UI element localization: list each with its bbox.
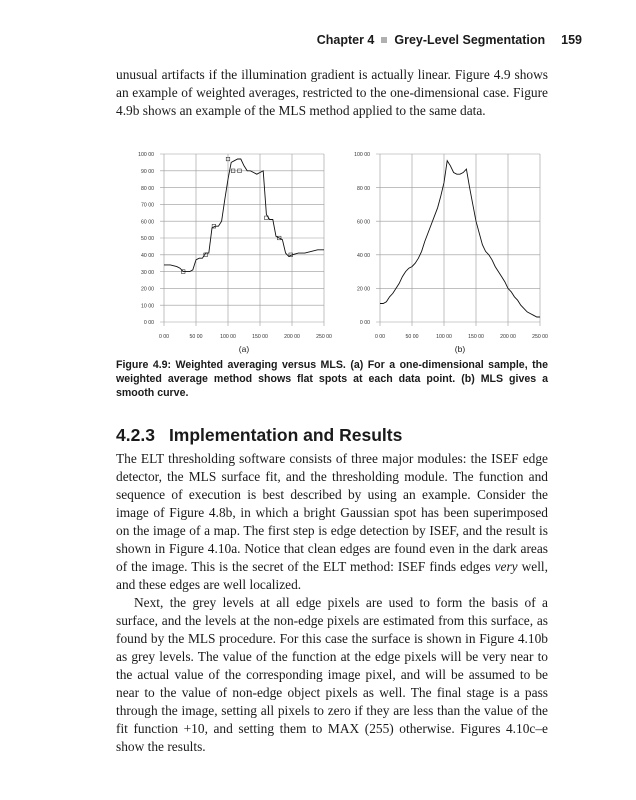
charta-y-tick-label: 20 00 (141, 286, 154, 293)
charta-x-tick-label: 50 00 (189, 334, 203, 340)
charta-y-tick-label: 100 00 (138, 152, 154, 159)
chartb-x-tick-label: 200 00 (500, 334, 516, 340)
charta-y-tick-label: 80 00 (141, 185, 154, 192)
body-text (116, 450, 548, 756)
charta-x-tick-label: 150 00 (252, 334, 268, 340)
chart-a (116, 148, 332, 360)
charta-y-tick-label: 30 00 (141, 269, 154, 276)
chartb-x-tick-label: 50 00 (405, 334, 419, 340)
charta-x-tick-label: 0 00 (158, 334, 170, 340)
charta-x-tick-label: 200 00 (284, 334, 300, 340)
section-number: 4.2.3 (116, 425, 155, 445)
charta-y-tick-label: 40 00 (141, 253, 154, 259)
header-separator (381, 37, 387, 43)
body-paragraph-1-end: well, and these edges are well localized. (116, 559, 549, 592)
caption-label: Figure 4.9: (116, 359, 172, 371)
figure-4-9 (116, 148, 548, 360)
chartb-x-tick-label: 250 00 (532, 334, 548, 340)
body-paragraph-2: Next, the grey levels at all edge pixels are used to form the basis of a surface, and the levels at the non-edge pixels are estimated from this surface, as found by the MLS procedure. For this case the surface is shown in Figure 4.10b as grey levels. The value of the function at the edge pixels will be very near to the actual value of the corresponding image pixel, and will be assumed to be near to the value of non-edge object pixels as well. The final stage is a pass through the image, setting all pixels to zero if they are less than the value of the fit function +10, and setting them to MAX (255) otherwise. Figures 4.10c–e show the results. (116, 595, 548, 754)
charta-x-tick-label: 250 00 (316, 334, 332, 340)
caption-text: Weighted averaging versus MLS. (a) For a one-dimensional sample, the weighted average method shows flat spots at each data point. (b) MLS gives a smooth curve. (116, 359, 548, 399)
figure-caption (116, 358, 548, 400)
chartb-x-tick-label: 0 00 (374, 334, 386, 340)
chartb-y-tick-label: 100 00 (354, 152, 370, 159)
charta-x-tick-label: 100 00 (220, 334, 236, 340)
chartb-y-tick-label: 40 00 (357, 253, 370, 259)
chartb-y-tick-label: 60 00 (357, 219, 370, 226)
charta-y-tick-label: 10 00 (141, 303, 154, 310)
charta-panel-label: (a) (238, 344, 250, 354)
section-title: Implementation and Results (168, 425, 403, 445)
chartb-y-tick-label: 0 00 (359, 320, 370, 327)
body-paragraph-1-start: The ELT thresholding software consists of three major modules: the ISEF edge detector, the MLS surface fit, and the thresholding module. The function and sequence of execution is best described by using an example. Consider the image of Figure 4.8b, in which a bright Gaussian spot has been superimposed on the image of a map. The first step is edge detection by ISEF, and the result is shown in Figure 4.10a. Notice that clean edges are found even in the dark areas of the image. This is the secret of the ELT method: ISEF finds edges (116, 451, 548, 574)
running-header (116, 30, 582, 50)
chapter-label: Chapter 4 (316, 33, 375, 47)
intro-text: unusual artifacts if the illumination gradient is actually linear. Figure 4.9 shows an example of weighted averages, restricted to the one-dimensional case. Figure 4.9b shows an example of the MLS method applied to the same data. (116, 67, 548, 118)
page-number: 159 (561, 33, 582, 47)
section-heading (116, 425, 402, 446)
chart-b (332, 148, 548, 360)
charta-y-tick-label: 60 00 (141, 219, 154, 226)
charta-y-tick-label: 90 00 (141, 169, 154, 175)
chartb-series-line (380, 161, 540, 317)
chartb-x-tick-label: 100 00 (436, 334, 452, 340)
chartb-x-tick-label: 150 00 (468, 334, 484, 340)
charta-y-tick-label: 0 00 (143, 320, 154, 327)
body-paragraph-1-emphasis: very (494, 559, 518, 574)
charta-y-tick-label: 70 00 (141, 202, 154, 209)
body-paragraph-1 (116, 450, 548, 594)
chartb-y-tick-label: 80 00 (357, 185, 370, 192)
chartb-panel-label: (b) (454, 344, 466, 354)
intro-paragraph (116, 66, 548, 120)
charta-y-tick-label: 50 00 (141, 236, 154, 243)
chapter-title: Grey-Level Segmentation (394, 33, 546, 47)
chartb-y-tick-label: 20 00 (357, 286, 370, 293)
